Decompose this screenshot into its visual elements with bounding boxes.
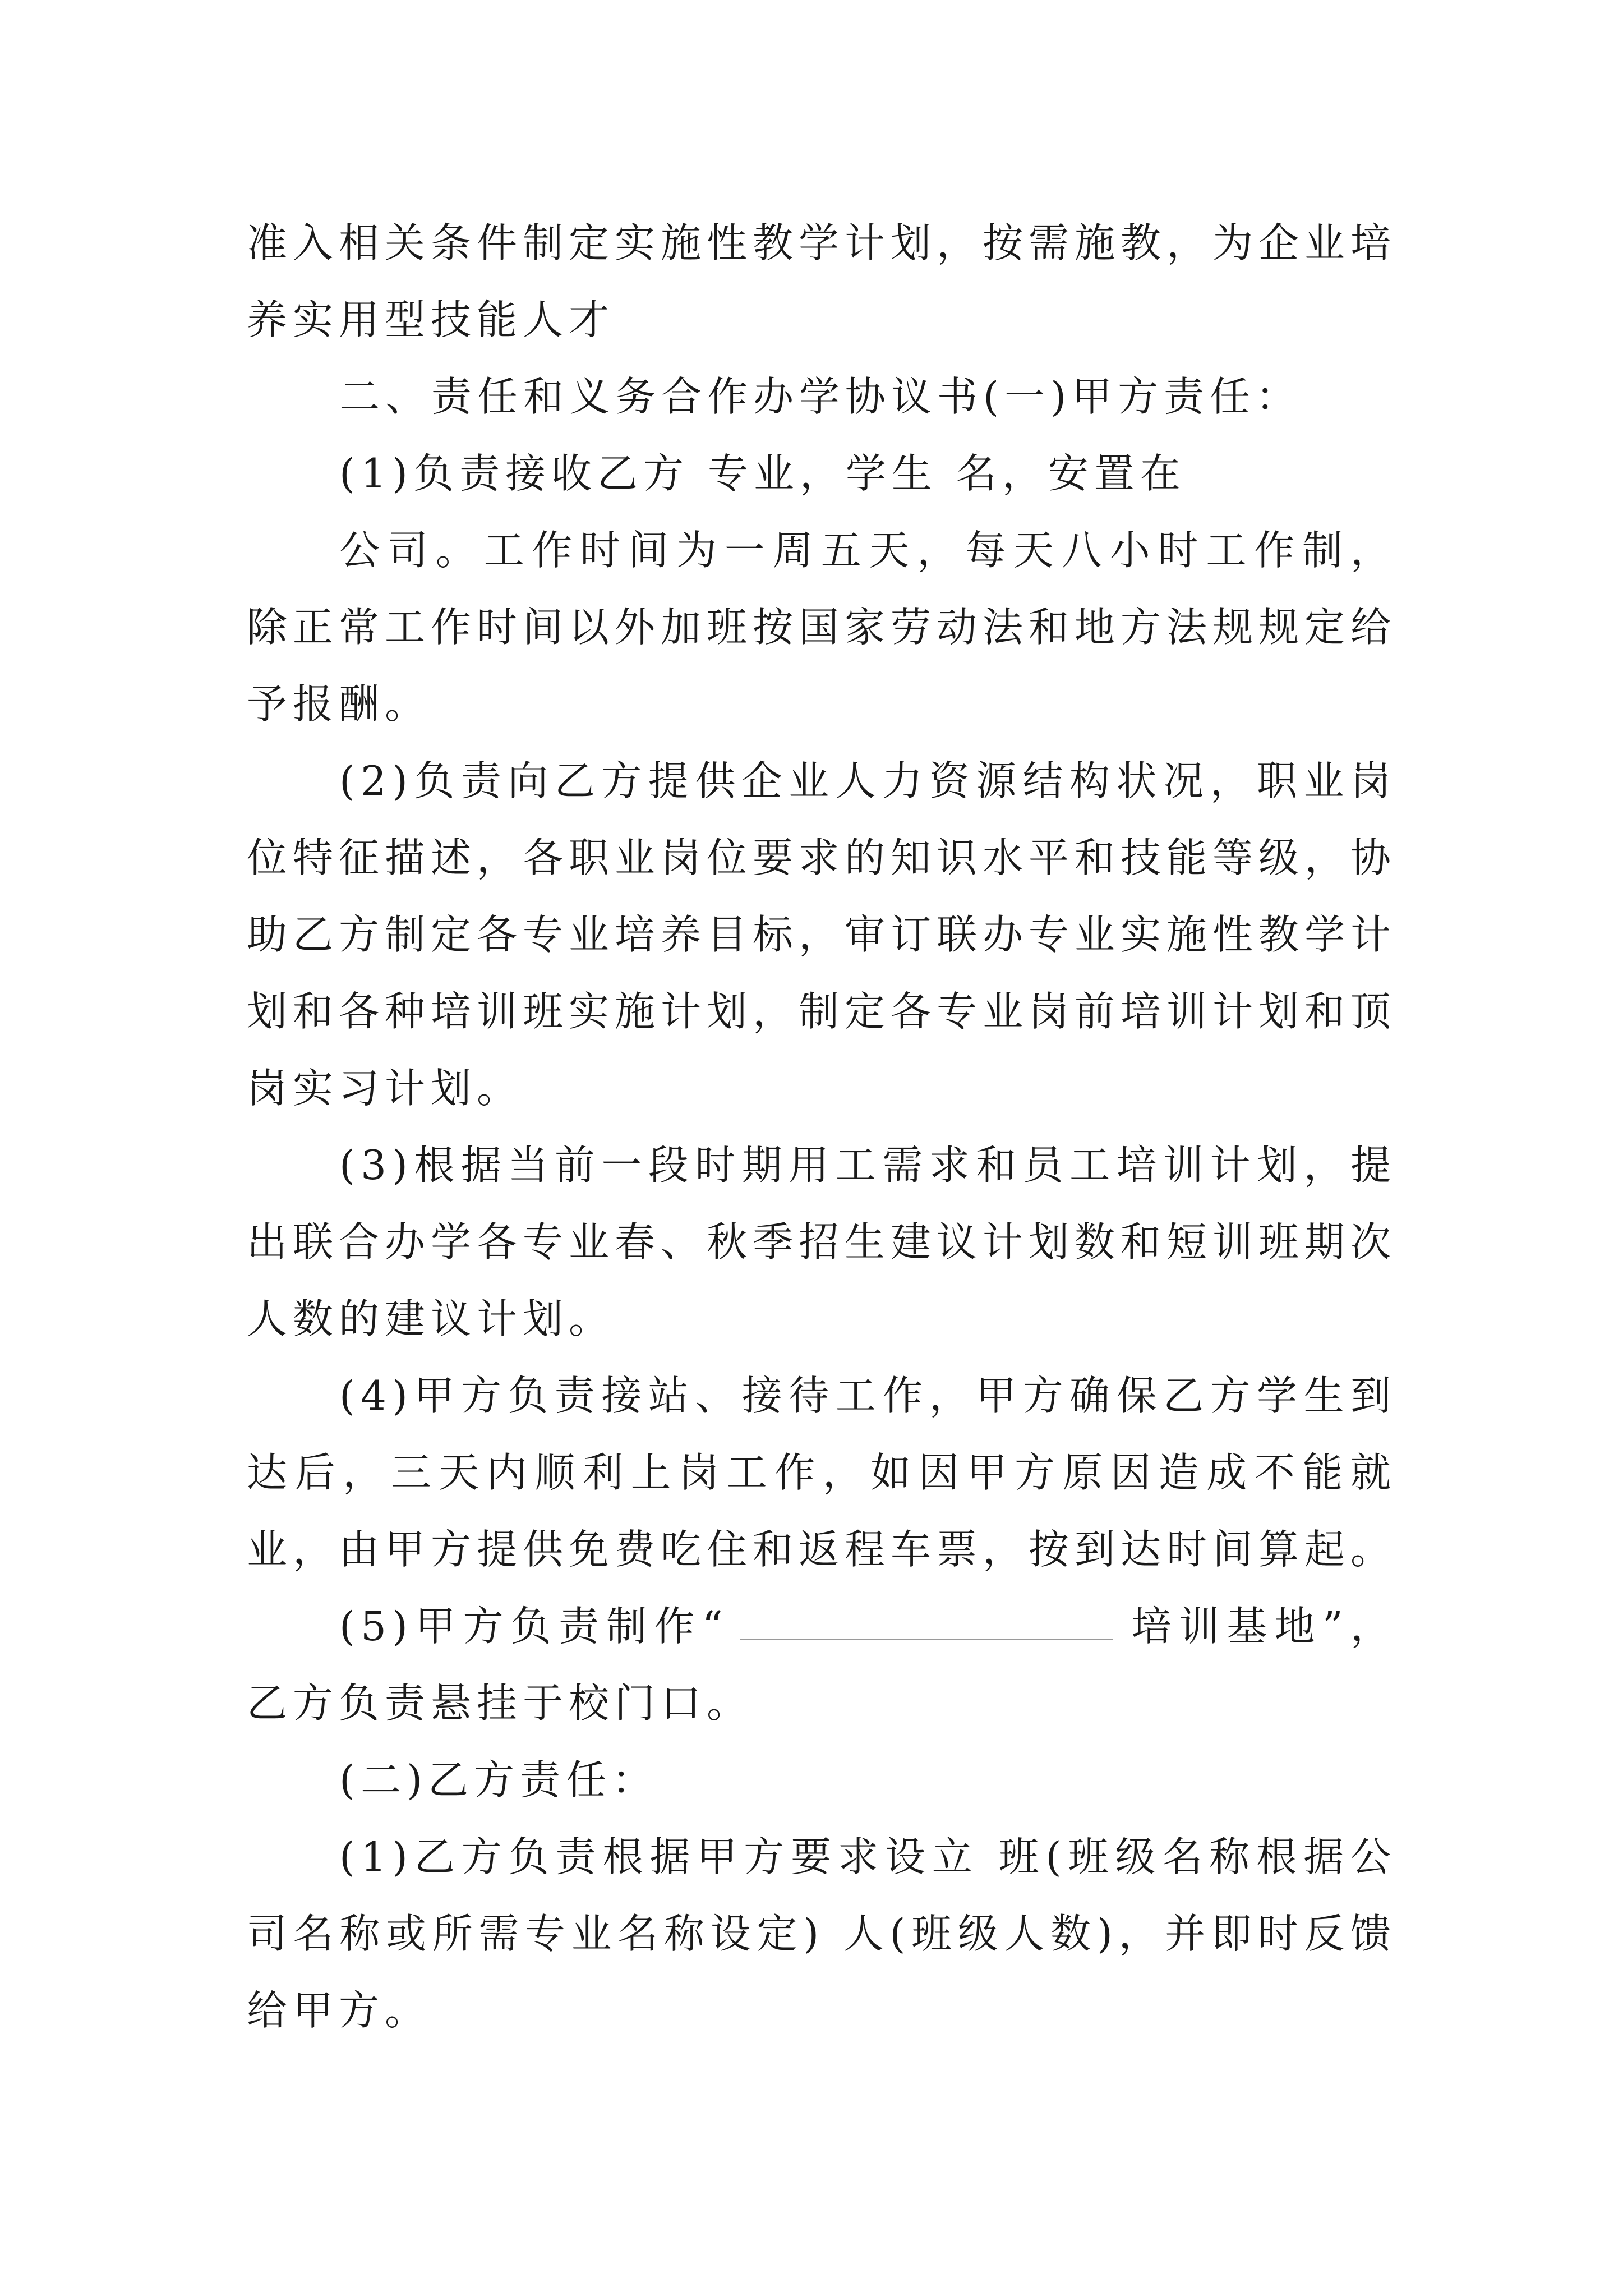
section-heading: 二、责任和义务合作办学协议书(一)甲方责任： bbox=[339, 373, 1302, 420]
clause-a3: (3)根据当前一段时期用工需求和员工培训计划，提出联合办学各专业春、秋季招生建议计划数和短训班期次人数的建议计划。 bbox=[247, 1142, 1397, 1342]
paragraph-continuation: 准入相关条件制定实施性教学计划，按需施教，为企业培养实用型技能人才 bbox=[247, 219, 1397, 343]
clause-b1: (1)乙方负责根据甲方要求设立 班(班级名称根据公司名称或所需专业名称设定) 人(班级人数)，并即时反馈给甲方。 bbox=[247, 1833, 1396, 2034]
clause-a5 bbox=[247, 1588, 1396, 1742]
clause-a4: (4)甲方负责接站、接待工作，甲方确保乙方学生到达后，三天内顺利上岗工作，如因甲方原因造成不能就业，由甲方提供免费吃住和返程车票，按到达时间算起。 bbox=[247, 1372, 1397, 1573]
clause-a5-text-before: (5)甲方负责制作“ bbox=[339, 1603, 728, 1650]
clause-a2: (2)负责向乙方提供企业人力资源结构状况，职业岗位特征描述，各职业岗位要求的知识水平和技能等级，协助乙方制定各专业培养目标，审订联办专业实施性教学计划和各种培训班实施计划，制定各专业岗前培训计划和顶岗实习计划。 bbox=[247, 757, 1397, 1112]
clause-a1-continuation: 公司。工作时间为一周五天，每天八小时工作制，除正常工作时间以外加班按国家劳动法和地方法规规定给予报酬。 bbox=[247, 527, 1397, 728]
document-body bbox=[247, 205, 1396, 2049]
clause-a1-first-line: (1)负责接收乙方 专业，学生 名，安置在 bbox=[339, 450, 1186, 497]
subsection-heading: (二)乙方责任： bbox=[339, 1756, 658, 1803]
clause-a5-text-after: 培训基地”，乙方负责悬挂于校门口。 bbox=[247, 1603, 1396, 1727]
fill-in-blank bbox=[740, 1637, 1113, 1640]
